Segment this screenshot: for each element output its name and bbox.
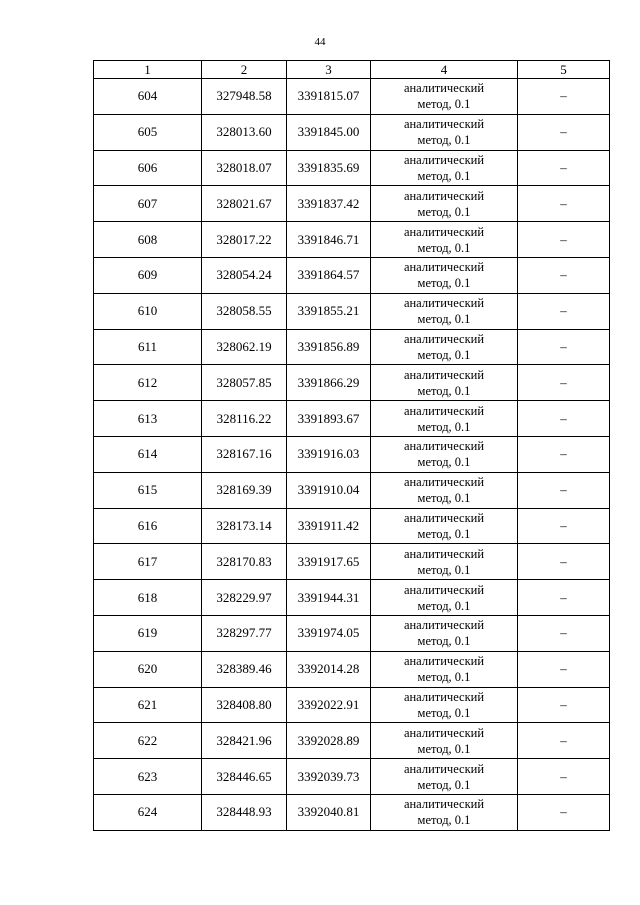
method-accuracy: метод, 0.1 [417,419,471,434]
method-cell [371,508,518,544]
table-row [94,222,610,258]
method-name: аналитический [403,117,485,132]
y-coordinate-cell: 3391911.42 [287,508,371,544]
note-cell: – [518,723,610,759]
method-cell [371,472,518,508]
x-coordinate-cell: 328062.19 [202,329,287,365]
header-col-1: 1 [94,61,202,79]
y-coordinate-cell: 3392022.91 [287,687,371,723]
y-coordinate-cell: 3392040.81 [287,794,371,830]
x-coordinate-cell: 328170.83 [202,544,287,580]
table-row [94,794,610,830]
point-number-cell: 615 [94,472,202,508]
table-row [94,615,610,651]
table-row [94,759,610,795]
note-cell: – [518,114,610,150]
y-coordinate-cell: 3392039.73 [287,759,371,795]
method-name: аналитический [403,152,485,167]
x-coordinate-cell: 328116.22 [202,401,287,437]
point-number-cell: 620 [94,651,202,687]
method-cell [371,365,518,401]
table-row [94,544,610,580]
point-number-cell: 616 [94,508,202,544]
y-coordinate-cell: 3391856.89 [287,329,371,365]
method-cell [371,687,518,723]
note-cell: – [518,436,610,472]
point-number-cell: 621 [94,687,202,723]
point-number-cell: 608 [94,222,202,258]
note-cell: – [518,544,610,580]
method-cell [371,79,518,115]
y-coordinate-cell: 3391974.05 [287,615,371,651]
x-coordinate-cell: 328448.93 [202,794,287,830]
x-coordinate-cell: 328021.67 [202,186,287,222]
method-cell [371,222,518,258]
note-cell: – [518,508,610,544]
method-accuracy: метод, 0.1 [417,491,471,506]
method-accuracy: метод, 0.1 [417,312,471,327]
method-accuracy: метод, 0.1 [417,383,471,398]
method-cell [371,401,518,437]
x-coordinate-cell: 328229.97 [202,580,287,616]
table-header [94,61,610,79]
header-col-5: 5 [518,61,610,79]
table-row [94,436,610,472]
method-cell [371,651,518,687]
method-accuracy: метод, 0.1 [417,705,471,720]
x-coordinate-cell: 328058.55 [202,293,287,329]
page-number: 44 [314,36,326,48]
method-name: аналитический [403,761,485,776]
coordinates-table [93,60,610,831]
x-coordinate-cell: 328446.65 [202,759,287,795]
note-cell: – [518,580,610,616]
note-cell: – [518,759,610,795]
table-row [94,651,610,687]
method-name: аналитический [403,188,485,203]
table-row [94,687,610,723]
table-row [94,580,610,616]
note-cell: – [518,651,610,687]
method-name: аналитический [403,81,485,96]
header-col-3: 3 [287,61,371,79]
table-row [94,114,610,150]
note-cell: – [518,794,610,830]
method-accuracy: метод, 0.1 [417,670,471,685]
point-number-cell: 614 [94,436,202,472]
method-cell [371,794,518,830]
method-accuracy: метод, 0.1 [417,455,471,470]
method-cell [371,615,518,651]
method-name: аналитический [403,331,485,346]
method-cell [371,186,518,222]
method-accuracy: метод, 0.1 [417,634,471,649]
point-number-cell: 613 [94,401,202,437]
point-number-cell: 611 [94,329,202,365]
method-name: аналитический [403,475,485,490]
method-accuracy: метод, 0.1 [417,97,471,112]
y-coordinate-cell: 3391866.29 [287,365,371,401]
method-name: аналитический [403,510,485,525]
method-accuracy: метод, 0.1 [417,526,471,541]
note-cell: – [518,365,610,401]
point-number-cell: 612 [94,365,202,401]
table-row [94,472,610,508]
method-name: аналитический [403,582,485,597]
note-cell: – [518,150,610,186]
y-coordinate-cell: 3391837.42 [287,186,371,222]
method-accuracy: метод, 0.1 [417,240,471,255]
note-cell: – [518,257,610,293]
x-coordinate-cell: 328018.07 [202,150,287,186]
header-row [94,61,610,79]
y-coordinate-cell: 3391864.57 [287,257,371,293]
point-number-cell: 606 [94,150,202,186]
method-name: аналитический [403,797,485,812]
x-coordinate-cell: 328408.80 [202,687,287,723]
point-number-cell: 607 [94,186,202,222]
method-cell [371,723,518,759]
note-cell: – [518,79,610,115]
point-number-cell: 618 [94,580,202,616]
point-number-cell: 604 [94,79,202,115]
point-number-cell: 624 [94,794,202,830]
note-cell: – [518,615,610,651]
method-cell [371,150,518,186]
table-body [94,79,610,831]
method-accuracy: метод, 0.1 [417,347,471,362]
method-name: аналитический [403,725,485,740]
method-name: аналитический [403,439,485,454]
note-cell: – [518,329,610,365]
method-name: аналитический [403,546,485,561]
method-accuracy: метод, 0.1 [417,133,471,148]
method-name: аналитический [403,618,485,633]
x-coordinate-cell: 328017.22 [202,222,287,258]
table-row [94,401,610,437]
point-number-cell: 610 [94,293,202,329]
y-coordinate-cell: 3391916.03 [287,436,371,472]
method-cell [371,580,518,616]
point-number-cell: 622 [94,723,202,759]
method-cell [371,759,518,795]
header-col-2: 2 [202,61,287,79]
point-number-cell: 605 [94,114,202,150]
note-cell: – [518,401,610,437]
point-number-cell: 623 [94,759,202,795]
method-accuracy: метод, 0.1 [417,813,471,828]
method-accuracy: метод, 0.1 [417,777,471,792]
table-row [94,365,610,401]
method-cell [371,329,518,365]
method-cell [371,544,518,580]
method-name: аналитический [403,403,485,418]
y-coordinate-cell: 3392028.89 [287,723,371,759]
header-col-4: 4 [371,61,518,79]
table-row [94,723,610,759]
method-cell [371,257,518,293]
note-cell: – [518,687,610,723]
y-coordinate-cell: 3391855.21 [287,293,371,329]
y-coordinate-cell: 3391893.67 [287,401,371,437]
method-name: аналитический [403,367,485,382]
method-accuracy: метод, 0.1 [417,598,471,613]
method-name: аналитический [403,224,485,239]
y-coordinate-cell: 3391845.00 [287,114,371,150]
method-name: аналитический [403,689,485,704]
x-coordinate-cell: 328013.60 [202,114,287,150]
y-coordinate-cell: 3392014.28 [287,651,371,687]
x-coordinate-cell: 328389.46 [202,651,287,687]
note-cell: – [518,472,610,508]
point-number-cell: 609 [94,257,202,293]
method-name: аналитический [403,296,485,311]
note-cell: – [518,293,610,329]
point-number-cell: 617 [94,544,202,580]
method-accuracy: метод, 0.1 [417,168,471,183]
x-coordinate-cell: 328054.24 [202,257,287,293]
y-coordinate-cell: 3391846.71 [287,222,371,258]
table-row [94,79,610,115]
x-coordinate-cell: 328169.39 [202,472,287,508]
table-row [94,508,610,544]
method-name: аналитический [403,654,485,669]
method-name: аналитический [403,260,485,275]
x-coordinate-cell: 328297.77 [202,615,287,651]
table-row [94,257,610,293]
table-row [94,293,610,329]
note-cell: – [518,186,610,222]
table-row [94,329,610,365]
y-coordinate-cell: 3391944.31 [287,580,371,616]
x-coordinate-cell: 328421.96 [202,723,287,759]
note-cell: – [518,222,610,258]
table-row [94,150,610,186]
method-accuracy: метод, 0.1 [417,741,471,756]
x-coordinate-cell: 327948.58 [202,79,287,115]
x-coordinate-cell: 328167.16 [202,436,287,472]
method-accuracy: метод, 0.1 [417,204,471,219]
method-cell [371,293,518,329]
method-cell [371,436,518,472]
point-number-cell: 619 [94,615,202,651]
table-row [94,186,610,222]
method-accuracy: метод, 0.1 [417,562,471,577]
y-coordinate-cell: 3391917.65 [287,544,371,580]
method-cell [371,114,518,150]
y-coordinate-cell: 3391835.69 [287,150,371,186]
x-coordinate-cell: 328173.14 [202,508,287,544]
y-coordinate-cell: 3391910.04 [287,472,371,508]
x-coordinate-cell: 328057.85 [202,365,287,401]
y-coordinate-cell: 3391815.07 [287,79,371,115]
method-accuracy: метод, 0.1 [417,276,471,291]
